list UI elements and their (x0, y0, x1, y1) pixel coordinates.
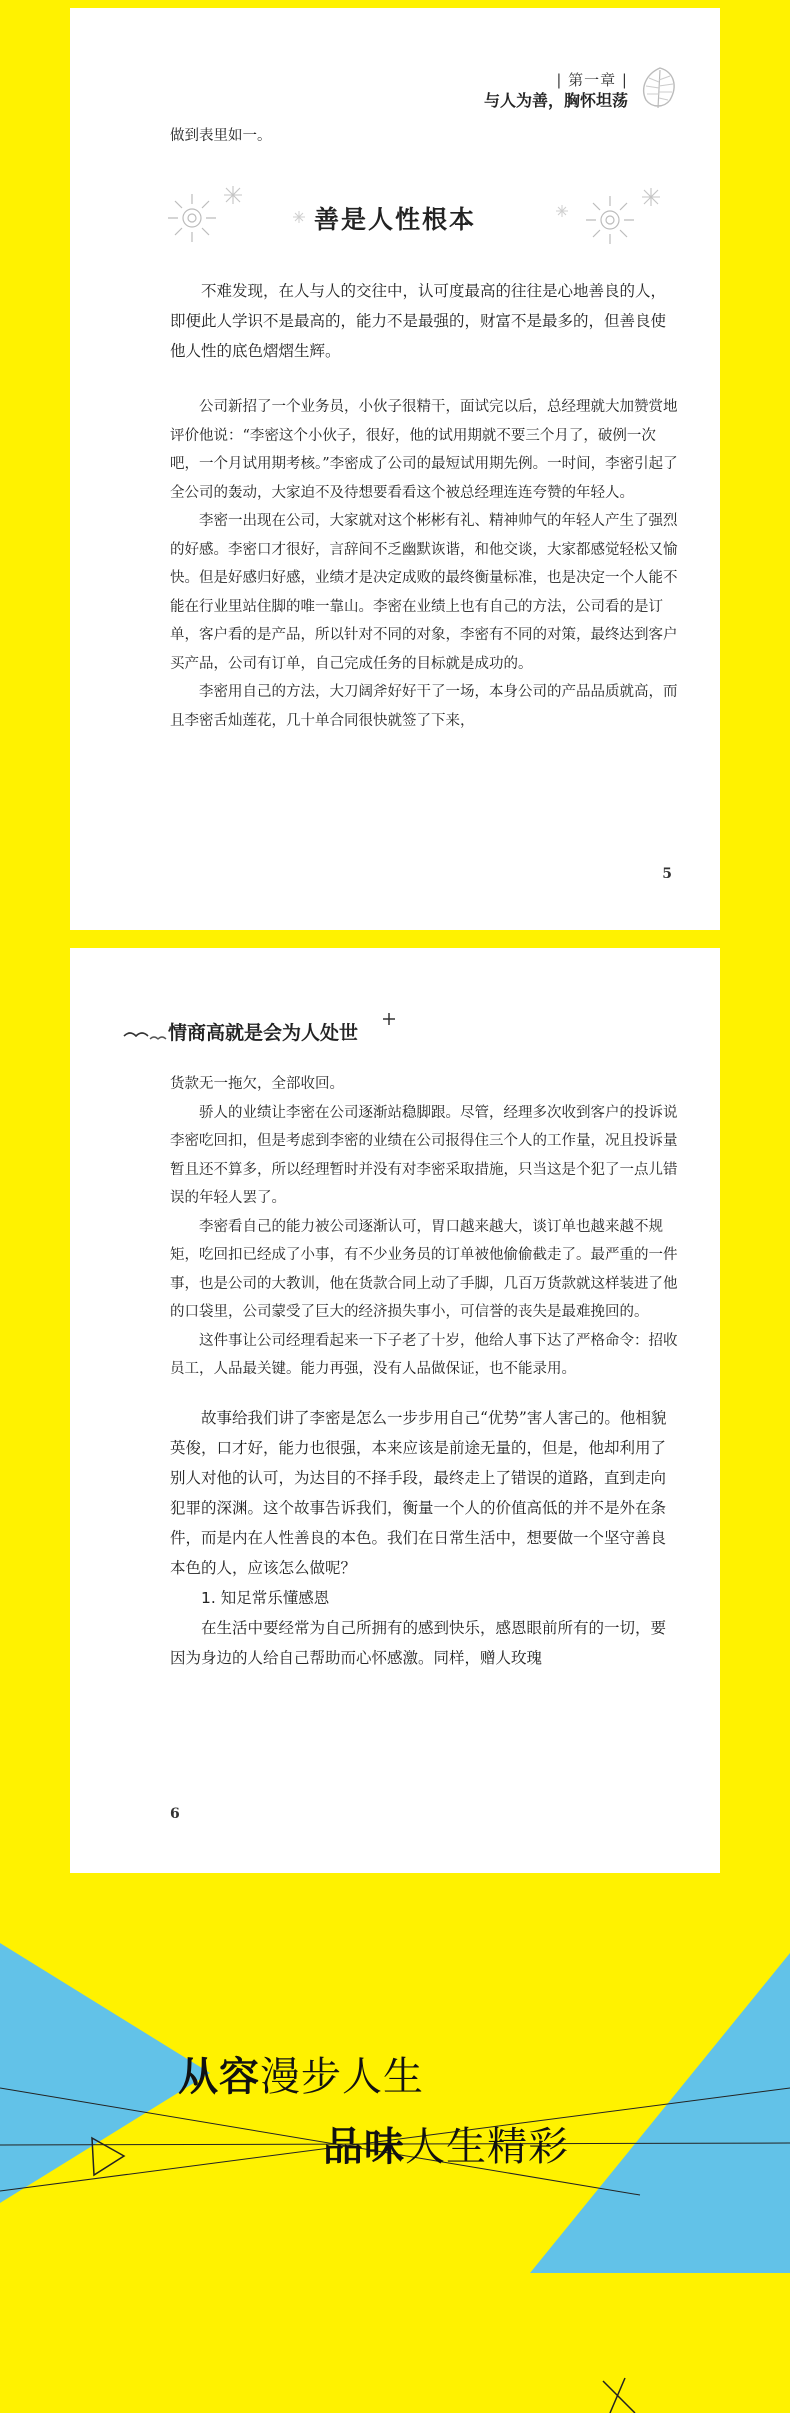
page-number: 6 (170, 1806, 180, 1822)
commentary-block (170, 1403, 680, 1673)
slogan-line-2 (323, 2115, 569, 2172)
story-paragraph: 货款无一拖欠，全部收回。 (170, 1076, 344, 1092)
section-title: 善是人性根本 (313, 205, 476, 234)
slogan-rest: 漫步人生 (260, 2054, 424, 2100)
story-paragraph: 这件事让公司经理看起来一下子老了十岁，他给人事下达了严格命令：招收员工，人品最关键。能力再强，没有人品做保证，也不能录用。 (170, 1332, 678, 1377)
slogan-line-1 (178, 2045, 424, 2102)
subheading: 1. 知足常乐懂感恩 (201, 1589, 330, 1607)
story-paragraph: 李密一出现在公司，大家就对这个彬彬有礼、精神帅气的年轻人产生了强烈的好感。李密口才很好，言辞间不乏幽默诙谐，和他交谈，大家都感觉轻松又愉快。但是好感归好感，业绩才是决定成败的最终衡量标准，也是决定一个人能不能在行业里站住脚的唯一靠山。李密在业绩上也有自己的方法，公司看的是订单，客户看的是产品，所以针对不同的对象，李密有不同的对策，最终达到客户买产品，公司有订单，自己完成任务的目标就是成功的。 (170, 513, 678, 672)
promo-banner (0, 1873, 790, 2413)
book-page-6 (70, 948, 720, 1873)
sparkle-icon (382, 1012, 396, 1026)
chapter-title: 与人为善，胸怀坦荡 (483, 91, 628, 111)
story-paragraph: 李密用自己的方法，大刀阔斧好好干了一场，本身公司的产品品质就高，而且李密舌灿莲花，几十单合同很快就签了下来， (170, 684, 678, 729)
intro-paragraph: 不难发现，在人与人的交往中，认可度最高的往往是心地善良的人，即便此人学识不是最高的，能力不是最强的，财富不是最多的，但善良使他人性的底色熠熠生辉。 (170, 282, 667, 360)
book-title: 情商高就是会为人处世 (168, 1022, 359, 1044)
moral-paragraph: 故事给我们讲了李密是怎么一步步用自己“优势”害人害己的。他相貌英俊，口才好，能力也很强，本来应该是前途无量的，但是，他却利用了别人对他的认可，为达目的不择手段，最终走上了错误的道路，直到走向犯罪的深渊。这个故事告诉我们，衡量一个人的价值高低的并不是外在条件，而是内在人性善良的本色。我们在日常生活中，想要做一个坚守善良本色的人，应该怎么做呢？ (170, 1409, 667, 1577)
continued-line: 做到表里如一。 (170, 128, 272, 144)
story-paragraph: 李密看自己的能力被公司逐渐认可，胃口越来越大，谈订单也越来越不规矩，吃回扣已经成了小事，有不少业务员的订单被他偷偷截走了。最严重的一件事，也是公司的大教训，他在货款合同上动了手脚，几百万货款就这样装进了他的口袋里，公司蒙受了巨大的经济损失事小，可信誉的丧失是最难挽回的。 (170, 1218, 678, 1320)
running-head (484, 70, 628, 112)
page-number: 5 (662, 866, 672, 882)
story-block (170, 393, 680, 735)
body-paragraph: 在生活中要经常为自己所拥有的感到快乐，感恩眼前所有的一切，要因为身边的人给自己帮助而心怀感激。同样，赠人玫瑰 (170, 1619, 667, 1667)
story-paragraph: 公司新招了一个业务员，小伙子很精干，面试完以后，总经理就大加赞赏地评价他说：“李密这个小伙子，很好，他的试用期就不要三个月了，破例一次吧，一个月试用期考核。”李密成了公司的最短试用期先例。一时间，李密引起了全公司的轰动，大家迫不及待想要看看这个被总经理连连夸赞的年轻人。 (170, 399, 678, 501)
story-block (170, 1070, 680, 1384)
leaf-icon (640, 66, 680, 110)
book-page-5 (70, 8, 720, 930)
story-paragraph: 骄人的业绩让李密在公司逐渐站稳脚跟。尽管，经理多次收到客户的投诉说李密吃回扣，但是考虑到李密的业绩在公司报得住三个人的工作量，况且投诉量暂且还不算多，所以经理暂时并没有对李密采取措施，只当这是个犯了一点儿错误的年轻人罢了。 (170, 1104, 678, 1206)
slogan-rest: 人生精彩 (405, 2124, 569, 2170)
slogan-emphasis: 从容 (178, 2054, 260, 2100)
chapter-label: | 第一章 | (556, 71, 628, 89)
slogan-emphasis: 品味 (323, 2124, 405, 2170)
